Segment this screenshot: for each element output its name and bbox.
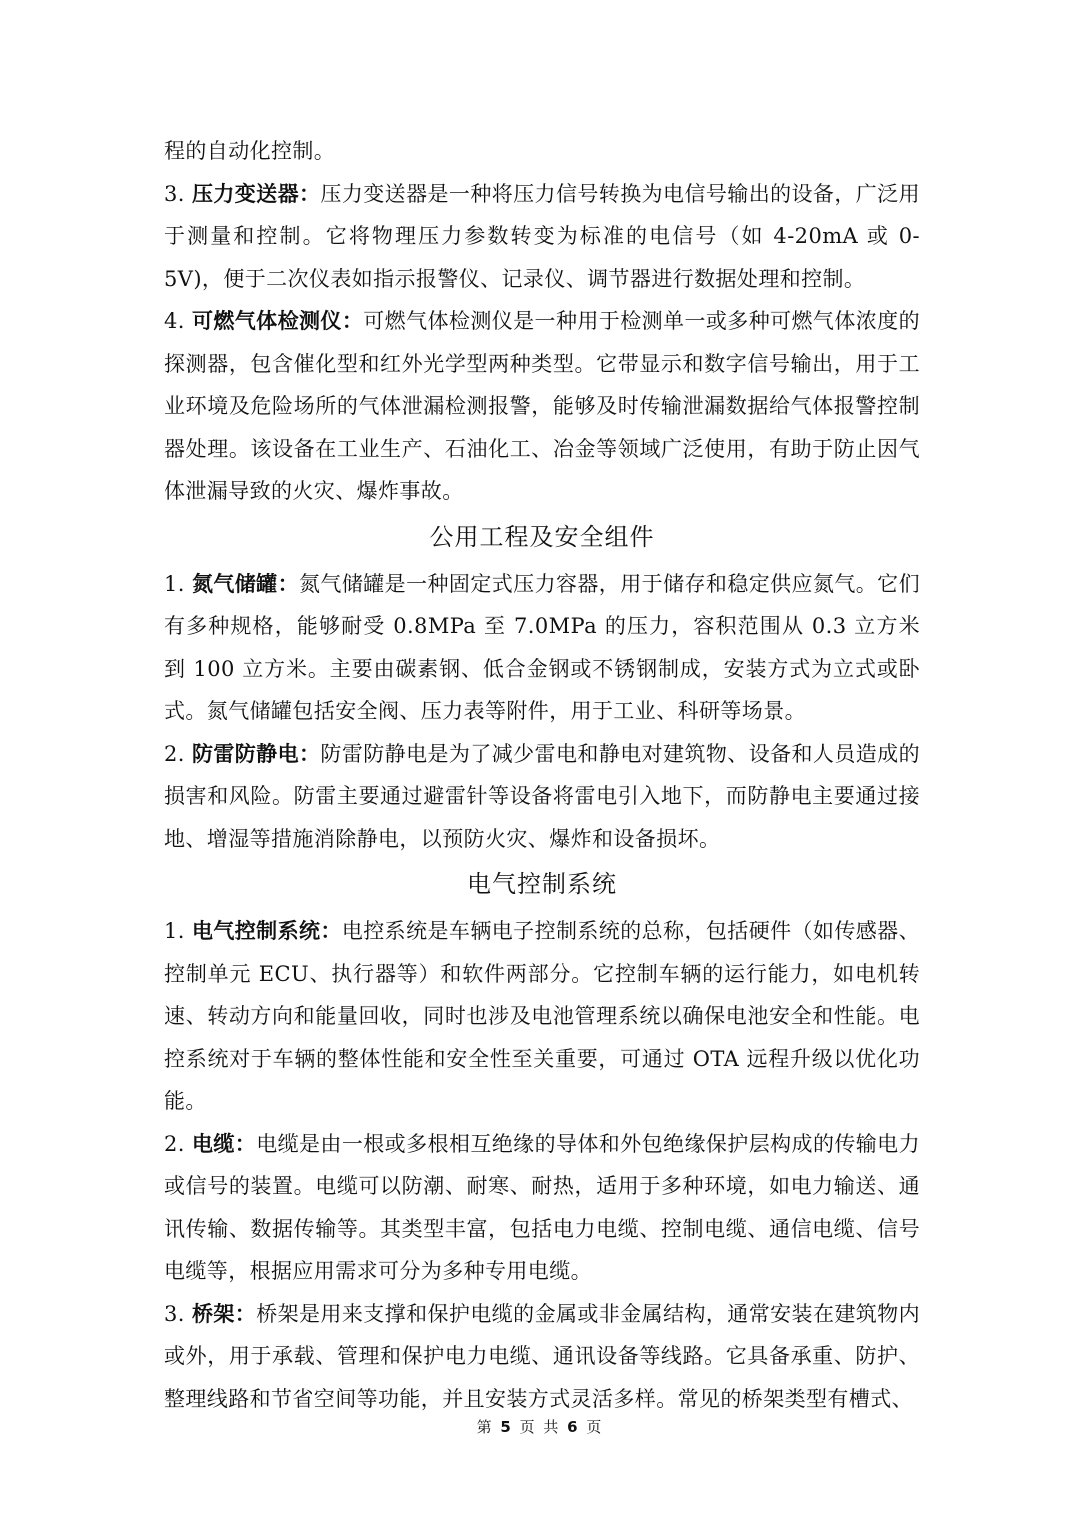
item-number: 2. [164, 741, 185, 766]
list-item [164, 733, 920, 861]
footer-middle: 页 共 [519, 1418, 561, 1436]
item-term: 压力变送器： [191, 181, 321, 206]
list-item [164, 910, 920, 1123]
current-page-number: 5 [500, 1418, 513, 1436]
item-number: 4. [164, 309, 185, 333]
item-number: 3. [164, 181, 185, 206]
item-term: 电气控制系统： [191, 919, 342, 943]
document-body [164, 130, 920, 1420]
intro-continuation: 程的自动化控制。 [164, 139, 336, 163]
footer-suffix: 页 [586, 1418, 604, 1436]
list-item [164, 563, 920, 733]
item-text: 防雷防静电是为了减少雷电和静电对建筑物、设备和人员造成的损害和风险。防雷主要通过避雷针等设备将雷电引入地下，而防静电主要通过接地、增湿等措施消除静电，以预防火灾、爆炸和设备损坏。 [164, 741, 920, 851]
item-text: 桥架是用来支撑和保护电缆的金属或非金属结构，通常安装在建筑物内或外，用于承载、管理和保护电力电缆、通讯设备等线路。它具备承重、防护、整理线路和节省空间等功能，并且安装方式灵活多样。常见的桥架类型有槽式、 [164, 1301, 920, 1411]
list-item [164, 300, 920, 513]
item-number: 1. [164, 571, 185, 596]
list-item [164, 1293, 920, 1421]
item-term: 可燃气体检测仪： [191, 309, 364, 333]
item-text: 电缆是由一根或多根相互绝缘的导体和外包绝缘保护层构成的传输电力或信号的装置。电缆可以防潮、耐寒、耐热，适用于多种环境，如电力输送、通讯传输、数据传输等。其类型丰富，包括电力电缆、控制电缆、通信电缆、信号电缆等，根据应用需求可分为多种专用电缆。 [164, 1131, 920, 1283]
item-term: 防雷防静电： [191, 741, 321, 766]
item-term: 电缆： [191, 1131, 257, 1156]
item-term: 桥架： [191, 1301, 257, 1326]
section-heading-utilities: 公用工程及安全组件 [429, 522, 655, 551]
item-number: 3. [164, 1301, 185, 1326]
item-number: 1. [164, 919, 185, 943]
item-text: 压力变送器是一种将压力信号转换为电信号输出的设备，广泛用于测量和控制。它将物理压力参数转变为标准的电信号（如 4-20mA 或 0-5V)，便于二次仪表如指示报警仪、记录仪、调节器进行数据处理和控制。 [164, 181, 920, 291]
item-text: 电控系统是车辆电子控制系统的总称，包括硬件（如传感器、控制单元 ECU、执行器等）和软件两部分。它控制车辆的运行能力，如电机转速、转动方向和能量回收，同时也涉及电池管理系统以确保电池安全和性能。电控系统对于车辆的整体性能和安全性至关重要，可通过 OTA 远程升级以优化功能。 [164, 919, 920, 1113]
item-text: 可燃气体检测仪是一种用于检测单一或多种可燃气体浓度的探测器，包含催化型和红外光学型两种类型。它带显示和数字信号输出，用于工业环境及危险场所的气体泄漏检测报警，能够及时传输泄漏数据给气体报警控制器处理。该设备在工业生产、石油化工、冶金等领域广泛使用，有助于防止因气体泄漏导致的火灾、爆炸事故。 [164, 309, 920, 503]
item-number: 2. [164, 1131, 185, 1156]
list-item [164, 1123, 920, 1293]
footer-prefix: 第 [476, 1418, 494, 1436]
section-heading-electrical: 电气控制系统 [467, 870, 617, 898]
total-pages-number: 6 [567, 1418, 580, 1436]
item-term: 氮气储罐： [191, 571, 300, 596]
item-text: 氮气储罐是一种固定式压力容器，用于储存和稳定供应氮气。它们有多种规格，能够耐受 0.8MPa 至 7.0MPa 的压力，容积范围从 0.3 立方米到 100 立方米。主要由碳素钢、低合金钢或不锈钢制成，安装方式为立式或卧式。氮气储罐包括安全阀、压力表等附件，用于工业、科研等场景。 [164, 571, 920, 723]
list-item [164, 173, 920, 301]
page-footer [0, 1416, 1080, 1437]
